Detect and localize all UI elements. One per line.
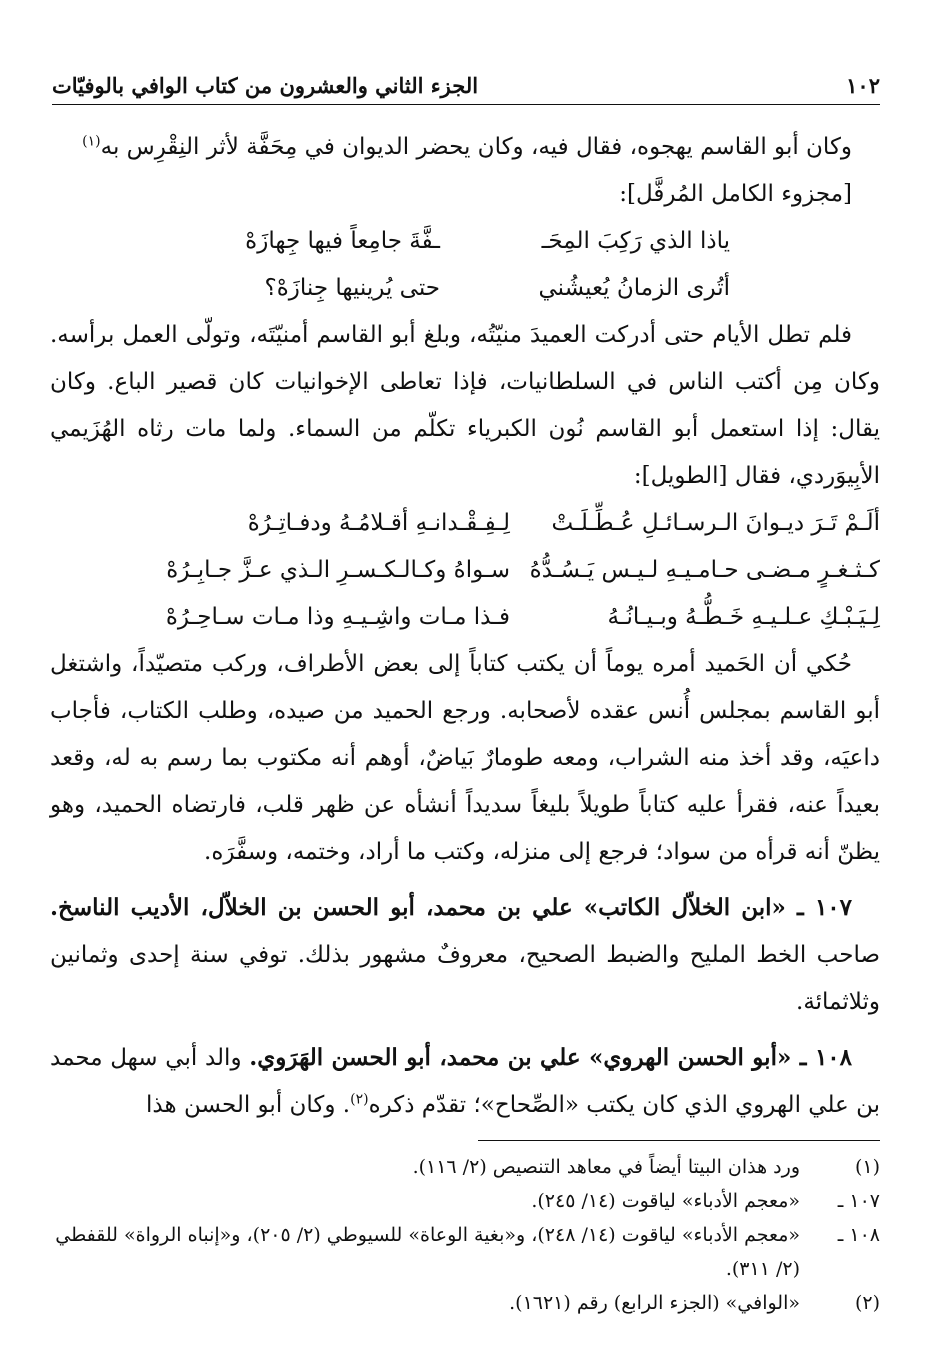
footnote-text: «معجم الأدباء» لياقوت (١٤/ ٢٤٥). bbox=[531, 1190, 800, 1212]
footnote-item bbox=[50, 1218, 880, 1286]
footnote-marker-2[interactable]: (٢) bbox=[350, 1091, 369, 1108]
running-title: الجزء الثاني والعشرون من كتاب الوافي بالوفيّات bbox=[52, 73, 479, 98]
footnote-number: (٢) bbox=[854, 1292, 880, 1314]
footnote-marker-1[interactable]: (١) bbox=[82, 133, 101, 150]
entry-107-text: صاحب الخط المليح والضبط الصحيح، معروفٌ مشهور بذلك. توفي سنة إحدى وثمانين وثلاثمائة. bbox=[50, 942, 880, 1015]
header-rule bbox=[52, 104, 880, 105]
entry-107-heading: ١٠٧ ـ «ابن الخلاّل الكاتب» علي بن محمد، أبو الحسن بن الخلاّل، الأديب الناسخ. bbox=[50, 894, 852, 921]
entry-108-text: والد أبي سهل محمد بن علي الهروي الذي كان يكتب «الصِّحاح»؛ تقدّم ذكره bbox=[50, 1045, 880, 1118]
meter-label: [مجزوء الكامل المُرفَّل]: bbox=[619, 181, 852, 207]
paragraph-1 bbox=[50, 124, 880, 218]
verse bbox=[50, 265, 880, 312]
verse-first-hemistich: ألَـمْ تَـرَ ديـوانَ الـرسـائـلِ عُـطِّـلَـتْ bbox=[551, 510, 880, 536]
footnote-number: (١) bbox=[854, 1156, 880, 1178]
verse-first-hemistich: أتُرى الزمانُ يُعيشُني bbox=[538, 275, 730, 301]
paragraph-1-text: وكان أبو القاسم يهجوه، فقال فيه، وكان يحضر الديوان في مِحَفَّة لأثر النِقْرِس به bbox=[100, 134, 852, 160]
page-header bbox=[52, 58, 880, 98]
verse-first-hemistich: ياذا الذي رَكِبَ المِحَـ bbox=[541, 228, 730, 254]
verse-second-hemistich: لِـفِـقْـدانـهِ أقـلامُـهُ ودفـاتِـرُهْ bbox=[247, 510, 510, 536]
footnote-rule bbox=[478, 1140, 880, 1141]
verse bbox=[50, 500, 880, 547]
poem-2 bbox=[50, 500, 880, 641]
verse-second-hemistich: ـفَّةَ جامِعاً فيها جِهازَهْ bbox=[245, 228, 440, 254]
verse-second-hemistich: سـواهُ وكـالـكـسـرِ الـذي عـزَّ جـابِـرُهْ bbox=[166, 557, 510, 583]
footnotes bbox=[50, 1150, 880, 1320]
verse bbox=[50, 218, 880, 265]
footnote-text: ورد هذان البيتا أيضاً في معاهد التنصيص (٢/ ١١٦). bbox=[412, 1156, 800, 1178]
footnote-number: ١٠٨ ـ bbox=[837, 1224, 880, 1246]
footnote-text: «معجم الأدباء» لياقوت (١٤/ ٢٤٨)، و«بغية الوعاة» للسيوطي (٢/ ٢٠٥)، و«إنباه الرواة» للقفطي (٢/ ٣١١). bbox=[55, 1224, 800, 1280]
verse-second-hemistich: فـذا مـات واشِـيـهِ وذا مـات سـاحِـرُهْ bbox=[165, 604, 510, 630]
page-number: ١٠٢ bbox=[846, 73, 880, 98]
paragraph-2: فلم تطل الأيام حتى أدركت العميدَ منيّتُه، وبلغ أبو القاسم أمنيّتَه، وتولّى العمل برأسه. وكان مِن أكتب الناس في السلطانيات، فإذا تعاطى الإخوانيات كان قصير الباع. وكان يقال: إذا استعمل أبو القاسم نُون الكبرياء تكلّم من السماء. ولما مات رثاه الهُزَيمي الأبِيوَردي، فقال [الطويل]: bbox=[50, 322, 880, 489]
entry-107 bbox=[50, 884, 880, 1026]
entry-108 bbox=[50, 1034, 880, 1129]
verse-first-hemistich: لِـيَـبْـكِ عـلـيـهِ خَـطُّـهُ وبـيـانُـهُ bbox=[607, 604, 880, 630]
verse bbox=[50, 547, 880, 594]
paragraph-3: حُكي أن الحَميد أمره يوماً أن يكتب كتاباً إلى بعض الأطراف، وركب متصيّداً، واشتغل أبو القاسم بمجلس أُنس عقده لأصحابه. ورجع الحميد من صيده، وطلب الكتاب، فأجاب داعيَه، وقد أخذ منه الشراب، ومعه طومارٌ بَياضٌ، أوهم أنه مكتوب بما رسم به له، وقعد بعيداً عنه، فقرأ عليه كتاباً طويلاً بليغاً سديداً أنشأه عن ظهر قلب، فارتضاه الحميد، وهو يظنّ أنه قرأه من سواد؛ فرجع إلى منزله، وكتب ما أراد، وختمه، وسفَّرَه. bbox=[50, 651, 880, 865]
footnote-text: «الوافي» (الجزء الرابع) رقم (١٦٢١). bbox=[509, 1292, 800, 1314]
entry-108-text-end: . وكان أبو الحسن هذا bbox=[146, 1092, 351, 1118]
footnote-item bbox=[50, 1150, 880, 1184]
entry-108-heading: ١٠٨ ـ «أبو الحسن الهروي» علي بن محمد، أبو الحسن الهَرَوي. bbox=[249, 1044, 852, 1071]
main-text bbox=[50, 124, 880, 1129]
footnote-item bbox=[50, 1286, 880, 1320]
footnote-number: ١٠٧ ـ bbox=[837, 1190, 880, 1212]
verse bbox=[50, 594, 880, 641]
verse-first-hemistich: كـثـغـرٍ مـضـى حـامـيـهِ لـيـس يَـسُـدُّهُ bbox=[529, 557, 880, 583]
poem-1 bbox=[50, 218, 880, 312]
footnote-item bbox=[50, 1184, 880, 1218]
verse-second-hemistich: حتى يُرينيها جِنازَهْ؟ bbox=[264, 275, 440, 301]
